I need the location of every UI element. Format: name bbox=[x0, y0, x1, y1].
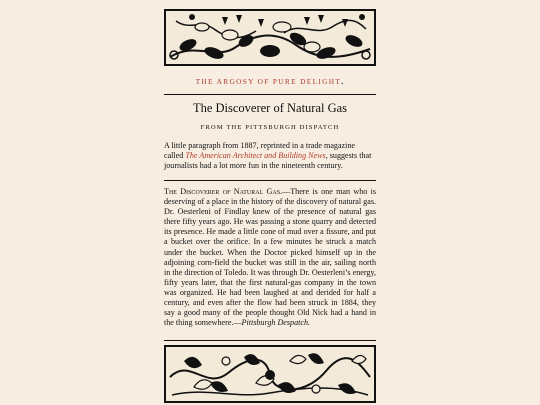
tagline-text: THE ARGOSY OF PURE DELIGHT bbox=[195, 77, 342, 86]
article-signoff: Pittsburgh Despatch. bbox=[241, 318, 311, 328]
divider-top bbox=[164, 94, 376, 95]
bottom-ornamental-banner bbox=[164, 345, 376, 403]
divider-bottom bbox=[164, 340, 376, 341]
tagline-dot: . bbox=[341, 77, 345, 86]
article-title: The Discoverer of Natural Gas bbox=[192, 101, 348, 115]
strawberry-vine-ornament-icon bbox=[166, 11, 374, 64]
tagline bbox=[164, 77, 376, 86]
article-heading: The Discoverer of Natural Gas. bbox=[164, 187, 283, 196]
article-body bbox=[164, 187, 376, 328]
intro-publication-name: The American Architect and Building News bbox=[185, 151, 326, 161]
article-text: —There is one man who is deserving of a place in the history of the discovery of natural gas. Dr. Oesterleni of Findlay knew of the presence of natural gas there fifty years ago. He was passing a stone quarry and detected its presence. He made a little cone of mud over a fissure, and put a bucket over the orifice. In a few minutes he struck a match under the bucket. When the Doctor picked himself up in the adjoining corn-field the bucket was still in the air, sailing north in the direction of Toledo. It was through Dr. Oesterleni’s energy, fifty years later, that the first natural-gas company in the town was organized. He had been laughed at and derided for half a century, and even after the flow had been struck in 1884, they say a good many of the people thought Old Nick had a hand in the thing somewhere.— bbox=[164, 187, 376, 328]
top-ornamental-banner bbox=[164, 9, 376, 66]
divider-middle bbox=[164, 180, 376, 181]
article-source: FROM THE PITTSBURGH DISPATCH bbox=[200, 124, 340, 131]
leaf-vine-ornament-icon bbox=[166, 347, 374, 401]
intro-before: A little paragraph from 1887, reprinted in a trade magazine called bbox=[164, 141, 356, 161]
article-intro bbox=[164, 141, 376, 172]
intro-after: , suggests that journalists had a lot more fun in the nineteenth century. bbox=[164, 151, 372, 171]
